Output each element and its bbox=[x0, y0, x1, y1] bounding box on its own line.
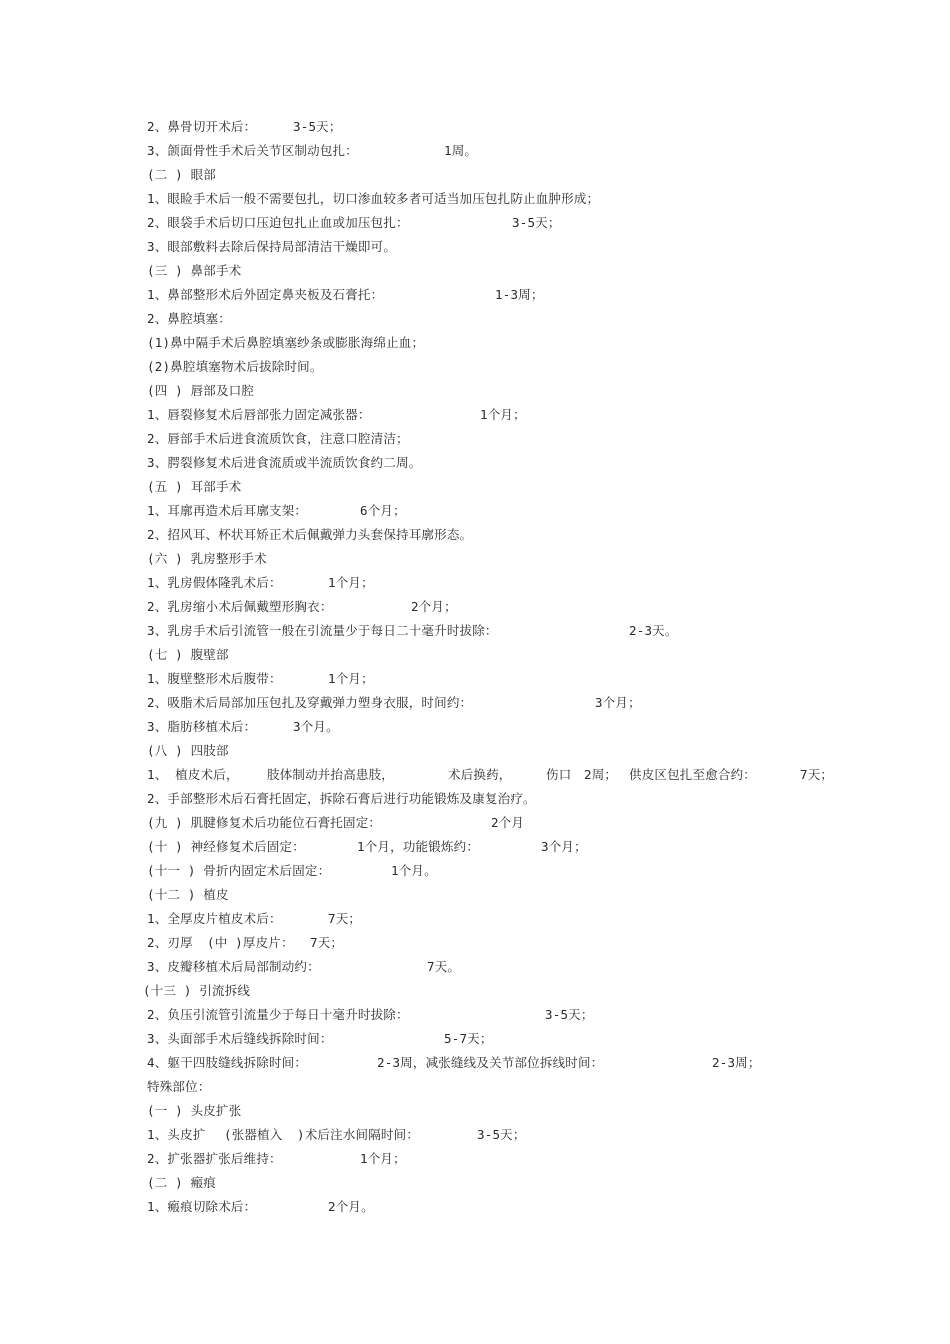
line-text: 特殊部位： bbox=[147, 1079, 211, 1094]
line-text: 1、鼻部整形术后外固定鼻夹板及石膏托： bbox=[147, 287, 384, 302]
line-text: 2、刃厚 bbox=[147, 935, 193, 950]
text-line bbox=[147, 212, 910, 234]
line-value: 1个月； bbox=[360, 1151, 406, 1166]
text-line bbox=[147, 188, 910, 210]
line-text: 2、唇部手术后进食流质饮食，注意口腔清洁； bbox=[147, 431, 409, 446]
text-line bbox=[147, 572, 910, 594]
line-value: 1个月，功能锻炼约： bbox=[357, 839, 480, 854]
text-line bbox=[147, 860, 910, 882]
line-text: 1、头皮扩 bbox=[147, 1127, 206, 1142]
line-value: 5-7天； bbox=[444, 1031, 493, 1046]
text-line bbox=[147, 668, 910, 690]
line-value: 供皮区包扎至愈合约： bbox=[629, 767, 757, 782]
line-text: 1、眼睑手术后一般不需要包扎，切口渗血较多者可适当加压包扎防止血肿形成； bbox=[147, 191, 600, 206]
line-text: 2、负压引流管引流量少于每日十毫升时拔除： bbox=[147, 1007, 409, 1022]
text-line bbox=[147, 140, 910, 162]
text-line bbox=[147, 740, 910, 762]
line-value: 肢体制动并抬高患肢， bbox=[267, 767, 395, 782]
line-text: 3、皮瓣移植术后局部制动约： bbox=[147, 959, 320, 974]
text-line bbox=[147, 596, 910, 618]
text-line bbox=[147, 620, 910, 642]
line-value: 2个月 bbox=[491, 815, 525, 830]
line-value: 3-5天； bbox=[293, 119, 342, 134]
line-text: 2、扩张器扩张后维持： bbox=[147, 1151, 282, 1166]
text-line bbox=[147, 716, 910, 738]
line-text: 3、头面部手术后缝线拆除时间： bbox=[147, 1031, 333, 1046]
line-value: (中 )厚皮片： bbox=[207, 935, 294, 950]
line-text: 1、耳廓再造术后耳廓支架： bbox=[147, 503, 308, 518]
line-text: (四 ) 唇部及口腔 bbox=[147, 383, 255, 398]
text-line bbox=[147, 548, 910, 570]
text-line bbox=[147, 308, 910, 330]
text-line bbox=[147, 428, 910, 450]
line-text: (1)鼻中隔手术后鼻腔填塞纱条或膨胀海绵止血； bbox=[147, 335, 425, 350]
line-value: 3个月。 bbox=[293, 719, 339, 734]
text-line bbox=[147, 260, 910, 282]
line-value: 7天。 bbox=[427, 959, 461, 974]
line-value: 术后换药， bbox=[448, 767, 512, 782]
line-text: (二 ) 眼部 bbox=[147, 167, 217, 182]
line-text: (2)鼻腔填塞物术后拔除时间。 bbox=[147, 359, 323, 374]
line-value: 1个月。 bbox=[391, 863, 437, 878]
line-text: 2、鼻骨切开术后： bbox=[147, 119, 257, 134]
text-line bbox=[147, 1148, 910, 1170]
line-text: 3、颌面骨性手术后关节区制动包扎： bbox=[147, 143, 358, 158]
line-value: 3个月； bbox=[595, 695, 641, 710]
text-line bbox=[147, 884, 910, 906]
line-text: 3、腭裂修复术后进食流质或半流质饮食约二周。 bbox=[147, 455, 422, 470]
line-value: 3-5天； bbox=[512, 215, 561, 230]
line-text: (五 ) 耳部手术 bbox=[147, 479, 242, 494]
line-value: 6个月； bbox=[360, 503, 406, 518]
text-line bbox=[147, 1100, 910, 1122]
text-line bbox=[147, 500, 910, 522]
line-value: 2个月； bbox=[411, 599, 457, 614]
text-line bbox=[147, 812, 910, 834]
line-text: 2、招风耳、杯状耳矫正术后佩戴弹力头套保持耳廓形态。 bbox=[147, 527, 473, 542]
text-line bbox=[147, 404, 910, 426]
text-line bbox=[147, 476, 910, 498]
line-text: (七 ) 腹壁部 bbox=[147, 647, 229, 662]
text-line bbox=[147, 1076, 910, 1098]
line-text: 2、眼袋手术后切口压迫包扎止血或加压包扎： bbox=[147, 215, 409, 230]
text-line bbox=[143, 980, 910, 1002]
text-line bbox=[147, 764, 910, 786]
line-value: 2-3周； bbox=[712, 1055, 761, 1070]
line-text: 1、全厚皮片植皮术后： bbox=[147, 911, 282, 926]
line-value: 2-3周，减张缝线及关节部位拆线时间： bbox=[377, 1055, 604, 1070]
line-text: (二 ) 瘢痕 bbox=[147, 1175, 217, 1190]
line-text: 2、手部整形术后石膏托固定，拆除石膏后进行功能锻炼及康复治疗。 bbox=[147, 791, 536, 806]
text-line bbox=[147, 1028, 910, 1050]
line-value: 7天； bbox=[328, 911, 362, 926]
line-text: 2、鼻腔填塞： bbox=[147, 311, 231, 326]
line-text: 2、乳房缩小术后佩戴塑形胸衣： bbox=[147, 599, 333, 614]
text-line bbox=[147, 380, 910, 402]
text-line bbox=[147, 1004, 910, 1026]
line-value: 1个月； bbox=[328, 575, 374, 590]
text-line bbox=[147, 692, 910, 714]
text-line bbox=[147, 332, 910, 354]
line-value: 伤口 bbox=[546, 767, 572, 782]
line-text: (十三 ) 引流拆线 bbox=[143, 983, 251, 998]
text-line bbox=[147, 452, 910, 474]
line-text: 1、腹壁整形术后腹带： bbox=[147, 671, 282, 686]
line-value: )术后注水间隔时间： bbox=[297, 1127, 420, 1142]
line-value: 3-5天； bbox=[545, 1007, 594, 1022]
text-line bbox=[147, 788, 910, 810]
text-line bbox=[147, 284, 910, 306]
text-line bbox=[147, 524, 910, 546]
line-value: (张器植入 bbox=[224, 1127, 283, 1142]
line-value: 7天； bbox=[800, 767, 834, 782]
text-line bbox=[147, 1172, 910, 1194]
line-value: 1周。 bbox=[444, 143, 478, 158]
line-text: 3、脂肪移植术后： bbox=[147, 719, 257, 734]
text-line bbox=[147, 356, 910, 378]
line-value: 1个月； bbox=[480, 407, 526, 422]
line-text: (九 ) 肌腱修复术后功能位石膏托固定： bbox=[147, 815, 382, 830]
line-text: 3、乳房手术后引流管一般在引流量少于每日二十毫升时拔除： bbox=[147, 623, 498, 638]
line-text: (十 ) 神经修复术后固定： bbox=[147, 839, 305, 854]
text-line bbox=[147, 908, 910, 930]
text-line bbox=[147, 932, 910, 954]
line-text: (八 ) 四肢部 bbox=[147, 743, 229, 758]
line-text: 1、瘢痕切除术后： bbox=[147, 1199, 257, 1214]
line-text: (六 ) 乳房整形手术 bbox=[147, 551, 267, 566]
line-text: 1、 植皮术后， bbox=[147, 767, 239, 782]
line-value: 2-3天。 bbox=[629, 623, 678, 638]
text-line bbox=[147, 236, 910, 258]
text-line bbox=[147, 1124, 910, 1146]
line-text: (十二 ) 植皮 bbox=[147, 887, 229, 902]
text-line bbox=[147, 956, 910, 978]
text-line bbox=[147, 164, 910, 186]
line-text: 2、吸脂术后局部加压包扎及穿戴弹力塑身衣服，时间约： bbox=[147, 695, 473, 710]
text-line bbox=[147, 644, 910, 666]
line-value: 2周； bbox=[584, 767, 618, 782]
line-value: 2个月。 bbox=[328, 1199, 374, 1214]
line-text: 4、躯干四肢缝线拆除时间： bbox=[147, 1055, 308, 1070]
line-text: 1、乳房假体隆乳术后： bbox=[147, 575, 282, 590]
text-line bbox=[147, 116, 910, 138]
text-line bbox=[147, 1052, 910, 1074]
line-text: (十一 ) 骨折内固定术后固定： bbox=[147, 863, 331, 878]
line-text: (一 ) 头皮扩张 bbox=[147, 1103, 242, 1118]
text-line bbox=[147, 1196, 910, 1218]
line-text: 1、唇裂修复术后唇部张力固定减张器： bbox=[147, 407, 371, 422]
text-line bbox=[147, 836, 910, 858]
line-value: 1个月； bbox=[328, 671, 374, 686]
line-value: 7天； bbox=[310, 935, 344, 950]
line-text: (三 ) 鼻部手术 bbox=[147, 263, 242, 278]
line-text: 3、眼部敷料去除后保持局部清洁干燥即可。 bbox=[147, 239, 397, 254]
line-value: 3个月； bbox=[541, 839, 587, 854]
line-value: 3-5天； bbox=[477, 1127, 526, 1142]
line-value: 1-3周； bbox=[495, 287, 544, 302]
